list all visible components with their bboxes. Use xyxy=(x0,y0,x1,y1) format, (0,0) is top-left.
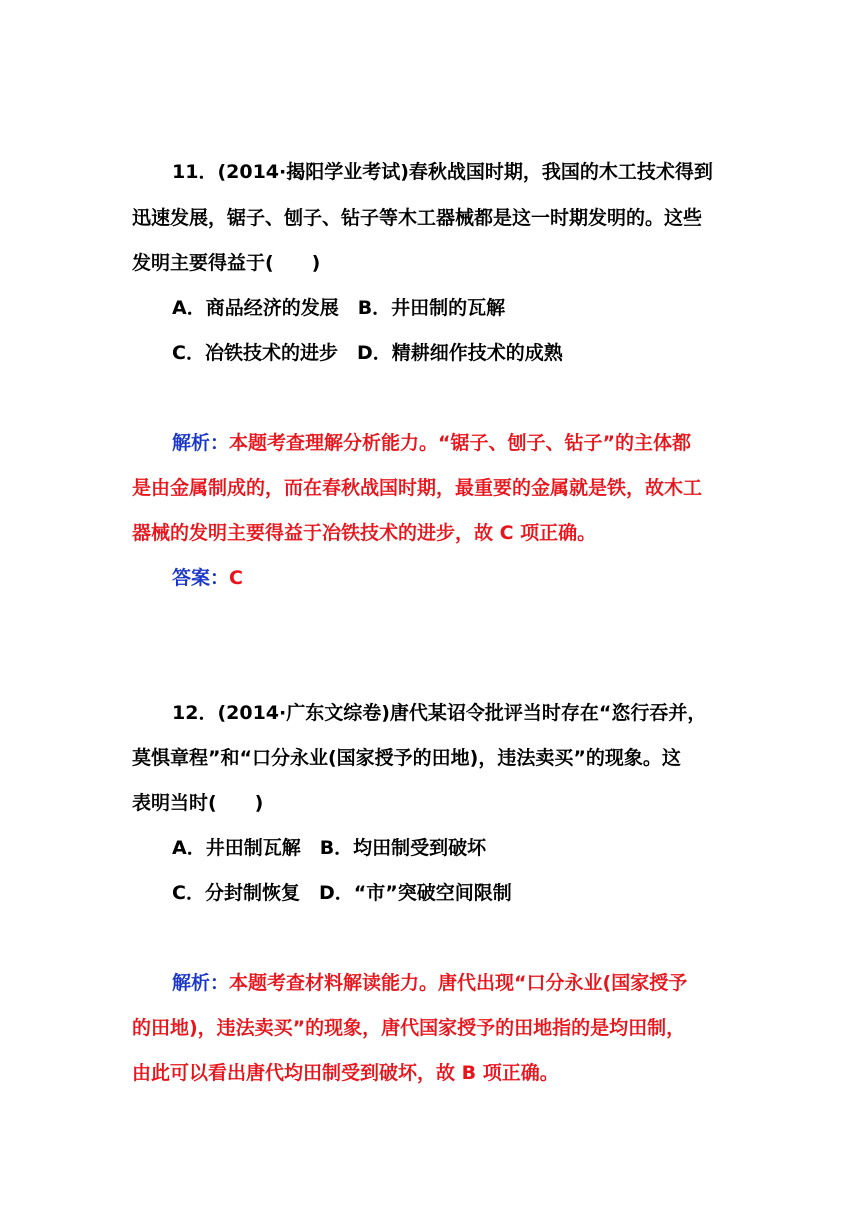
question-11-analysis-line-2: 是由金属制成的，而在春秋战国时期，最重要的金属就是铁，故木工 xyxy=(132,477,703,499)
question-11-line-1: 11．(2014·揭阳学业考试)春秋战国时期，我国的木工技术得到 xyxy=(172,161,713,183)
question-11-line-3: 发明主要得益于( ) xyxy=(132,252,321,274)
question-12-line-1: 12．(2014·广东文综卷)唐代某诏令批评当时存在“恣行吞并， xyxy=(172,702,707,724)
answer-value: C xyxy=(229,567,243,589)
question-12-analysis-line-1 xyxy=(172,971,687,995)
question-12-options-cd: C．分封制恢复 D．“市”突破空间限制 xyxy=(172,882,512,904)
analysis-label: 解析： xyxy=(172,432,230,454)
analysis-label: 解析： xyxy=(172,972,230,994)
answer-label: 答案： xyxy=(172,567,230,589)
question-12-line-2: 莫惧章程”和“口分永业(国家授予的田地)，违法卖买”的现象。这 xyxy=(132,747,681,769)
analysis-text: 本题考查材料解读能力。唐代出现“口分永业(国家授予 xyxy=(229,972,688,994)
question-11-options-cd: C．冶铁技术的进步 D．精耕细作技术的成熟 xyxy=(172,342,563,364)
question-11-answer xyxy=(172,566,243,590)
question-12-options-ab: A．井田制瓦解 B．均田制受到破坏 xyxy=(172,837,487,859)
question-11-analysis-line-3: 器械的发明主要得益于冶铁技术的进步，故 C 项正确。 xyxy=(132,522,597,544)
question-11-line-2: 迅速发展，锯子、刨子、钻子等木工器械都是这一时期发明的。这些 xyxy=(132,207,703,229)
question-12-line-3: 表明当时( ) xyxy=(132,792,264,814)
question-12-analysis-line-2: 的田地)，违法卖买”的现象，唐代国家授予的田地指的是均田制， xyxy=(132,1017,686,1039)
question-11-analysis-line-1 xyxy=(172,431,691,455)
question-11-options-ab: A．商品经济的发展 B．井田制的瓦解 xyxy=(172,297,506,319)
analysis-text: 本题考查理解分析能力。“锯子、刨子、钻子”的主体都 xyxy=(229,432,691,454)
question-12-analysis-line-3: 由此可以看出唐代均田制受到破坏，故 B 项正确。 xyxy=(132,1062,559,1084)
